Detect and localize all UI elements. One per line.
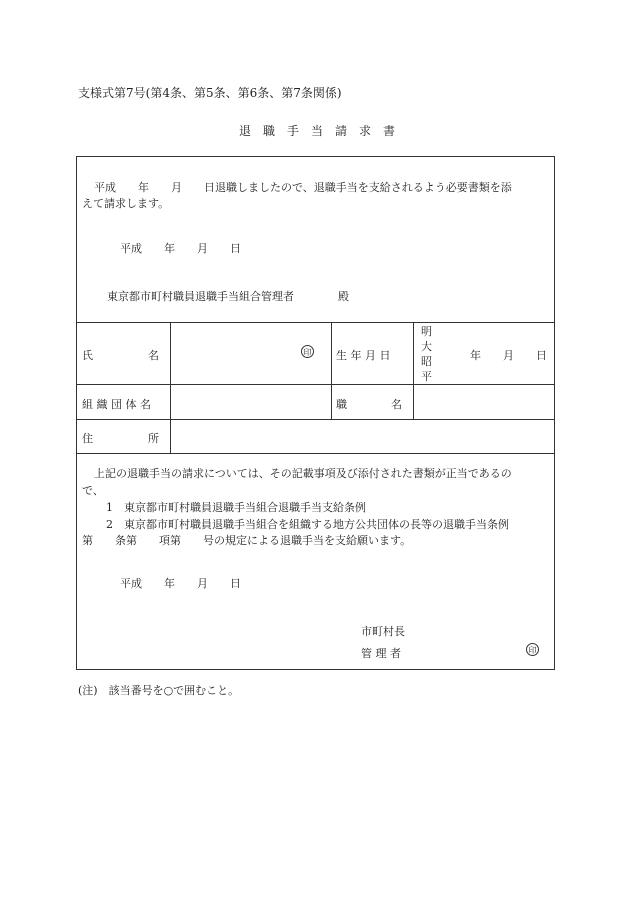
birth-date-label: 生 年 月 日	[336, 349, 391, 362]
address-label: 住 所	[82, 432, 159, 445]
era-showa: 昭	[421, 355, 432, 368]
organization-field[interactable]	[172, 385, 330, 418]
approval-item-1: 1 東京都市町村職員退職手当組合退職手当支給条例	[106, 501, 366, 514]
form-reference: 支様式第7号(第4条、第5条、第6条、第7条関係)	[78, 86, 342, 100]
footnote: (注) 該当番号を○で囲むこと。	[78, 684, 240, 697]
mayor-label: 市町村長	[361, 625, 405, 638]
table-bottom-line	[76, 453, 555, 454]
organization-label: 組 織 団 体 名	[82, 398, 151, 411]
era-heisei: 平	[421, 370, 432, 383]
era-options	[421, 324, 432, 384]
applicant-seal-mark: 印	[301, 345, 314, 358]
approval-text-line3: 第 条第 項第 号の規定による退職手当を支給願います。	[82, 534, 412, 547]
middle-column-divider	[331, 322, 332, 419]
era-taisho: 大	[421, 340, 432, 353]
label-column-divider	[170, 322, 171, 453]
manager-seal-mark: 印	[526, 643, 539, 656]
birth-date-field[interactable]: 年 月 日	[470, 349, 547, 362]
name-label: 氏 名	[82, 349, 159, 362]
post-field[interactable]	[415, 385, 554, 418]
addressee: 東京都市町村職員退職手当組合管理者 殿	[107, 290, 349, 303]
request-text-line2: えて請求します。	[82, 197, 170, 210]
approval-item-2: 2 東京都市町村職員退職手当組合を組織する地方公共団体の長等の退職手当条例	[106, 518, 509, 531]
request-text-line1: 平成 年 月 日退職しましたので、退職手当を支給されるよう必要書類を添	[94, 181, 512, 194]
document-title: 退 職 手 当 請 求 書	[239, 124, 396, 138]
approval-text-line2: で、	[82, 484, 104, 497]
right-column-divider	[413, 322, 414, 419]
approval-text-line1: 上記の退職手当の請求については、その記載事項及び添付された書類が正当であるの	[94, 467, 512, 480]
manager-label: 管 理 者	[361, 647, 401, 660]
address-field[interactable]	[172, 420, 554, 452]
approval-date: 平成 年 月 日	[120, 577, 241, 590]
post-label: 職 名	[336, 398, 402, 411]
request-date: 平成 年 月 日	[120, 242, 241, 255]
era-meiji: 明	[421, 325, 432, 338]
